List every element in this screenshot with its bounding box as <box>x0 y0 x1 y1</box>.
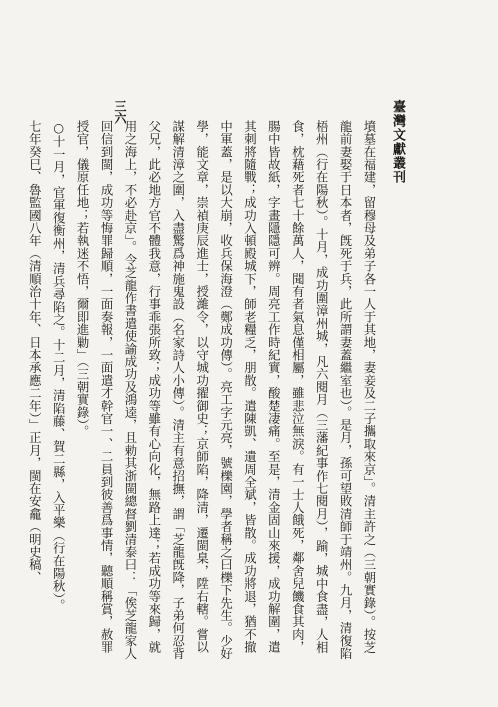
paragraph: ○十一月，官軍復衡州，清兵尋陷之。十二月，清陷藤、賀二縣，入平樂（行在陽秋）。 <box>51 120 67 612</box>
running-header-title: 臺灣文獻叢刊 <box>390 100 405 184</box>
body-text <box>27 120 381 660</box>
paragraph: 墳墓在福建，留穆母及弟子各一人于其地，妻妾及二子攜取來京」。清主許之（三朝實錄）。按芝龍前妻娶于日本者，旣死于兵，此所謂妻蓋繼室也）。是月，孫可望敗清師于靖州。九月，清復陷梧州（行在陽秋）。十月，成功圍漳州城，凡六閱月（三藩紀事作七閱月），踰，城中食盡，人相食，枕藉死者七十餘萬人，聞有者氣息僅相屬，雖悲泣無淚。有一士人餓死，鄰舍兒饑食其肉，腸中皆故紙，字畫隱隱可辨。周亮工作時紀實，酸楚凄痛。至是，清金固山來援，成功解圍，遣其刺將隨戰；成功入頓殿城下，師老糧乏，朋散。遣陳凱、遺周全斌，皆散。成功將退，猶不撤中軍蓋，是以大崩，收兵保海澄（鄭成功傳）。亮工字元亮，號櫟園，學者稱之曰櫟下先生。少好學，能文章，崇禎庚辰進士，授濰令，以守城功擢御史；京師陷，降清，遷閩臬，陞右轄。嘗以謀解清漳之圍，入盡驚爲神施鬼設（名家詩人小傳）。清主有意招撫，謂「芝龍旣降，子弟何忍背父兄，此必地方官不體我意，行事乖張所致；成功等雖有心向化，無路上達；若成功等來歸，就用之海上，不必赴京」。令芝龍作書遣使諭成功及鴻逵，且勅其浙閩總督劉清泰曰：「俟芝龍家人回信到閩，成功等悔罪歸順，一面奏報，一面遣才幹官一、二員到彼善爲事情，聽順稱賞，赦罪授官，儀原任地；若執迷不悟，爾即進勦」（三朝實錄）。 <box>75 120 377 660</box>
page-number: 三六 <box>113 100 127 124</box>
paragraph: 七年癸巳、魯監國八年（清順治十年、日本承應二年）」正月，閩在安龕（明史稿、 <box>27 120 43 584</box>
